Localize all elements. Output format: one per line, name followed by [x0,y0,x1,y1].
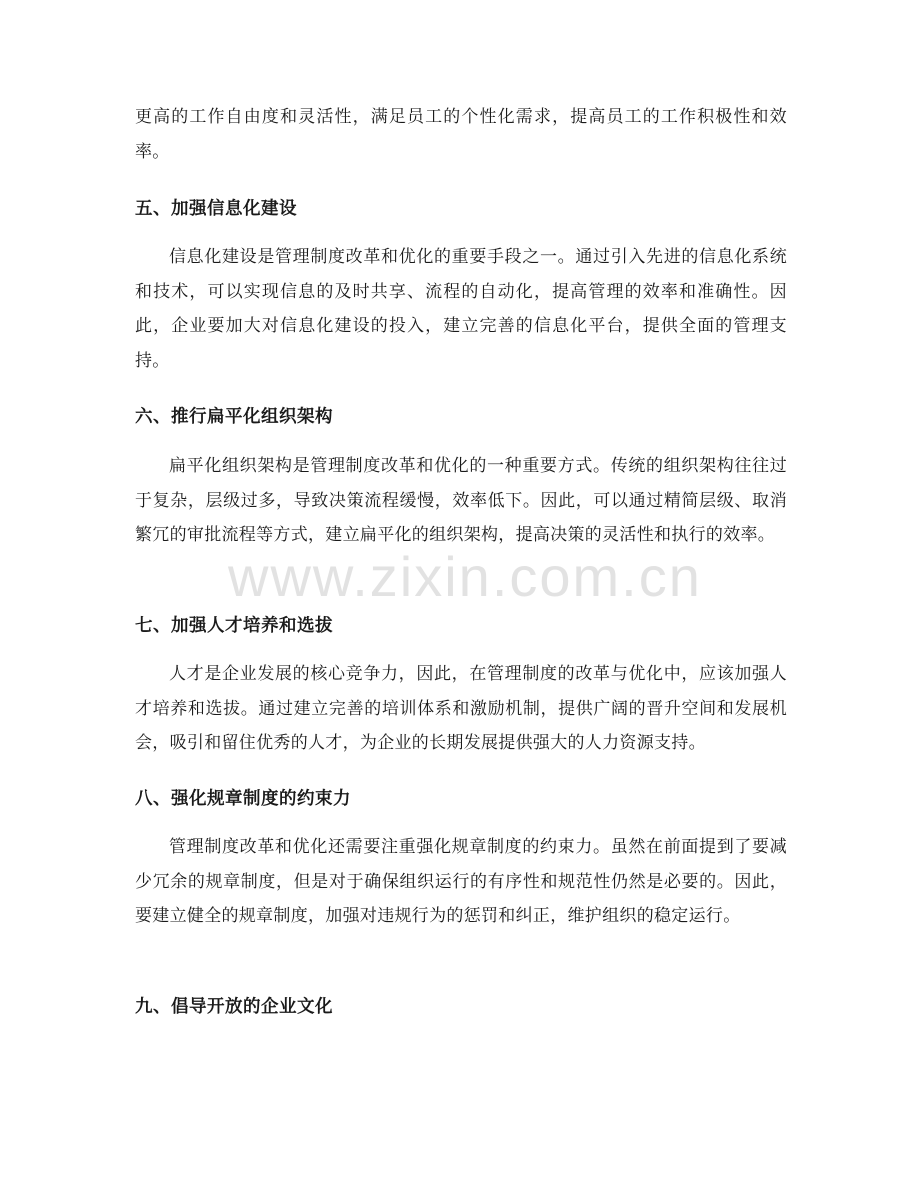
intro-paragraph: 更高的工作自由度和灵活性，满足员工的个性化需求，提高员工的工作积极性和效率。 [135,107,787,162]
section-heading-9: 九、倡导开放的企业文化 [135,997,333,1017]
section-paragraph-6: 扁平化组织架构是管理制度改革和优化的一种重要方式。传统的组织架构往往过于复杂，层级过多，导致决策流程缓慢，效率低下。因此，可以通过精简层级、取消繁冗的审批流程等方式，建立扁平化的组织架构，提高决策的灵活性和执行的效率。 [135,456,787,545]
section-heading-5: 五、加强信息化建设 [135,199,297,219]
section-paragraph-5: 信息化建设是管理制度改革和优化的重要手段之一。通过引入先进的信息化系统和技术，可以实现信息的及时共享、流程的自动化，提高管理的效率和准确性。因此，企业要加大对信息化建设的投入，建立完善的信息化平台，提供全面的管理支持。 [135,247,787,371]
section-heading-7: 七、加强人才培养和选拔 [135,616,333,636]
watermark-text: www.zixin.com.cn [228,545,702,608]
section-heading-8: 八、强化规章制度的约束力 [135,789,351,809]
section-heading-6: 六、推行扁平化组织架构 [135,407,333,427]
section-paragraph-8: 管理制度改革和优化还需要注重强化规章制度的约束力。虽然在前面提到了要减少冗余的规章制度，但是对于确保组织运行的有序性和规范性仍然是必要的。因此，要建立健全的规章制度，加强对违规行为的惩罚和纠正，维护组织的稳定运行。 [135,837,787,926]
section-paragraph-7: 人才是企业发展的核心竞争力，因此，在管理制度的改革与优化中，应该加强人才培养和选拔。通过建立完善的培训体系和激励机制，提供广阔的晋升空间和发展机会，吸引和留住优秀的人才，为企业的长期发展提供强大的人力资源支持。 [135,664,787,753]
